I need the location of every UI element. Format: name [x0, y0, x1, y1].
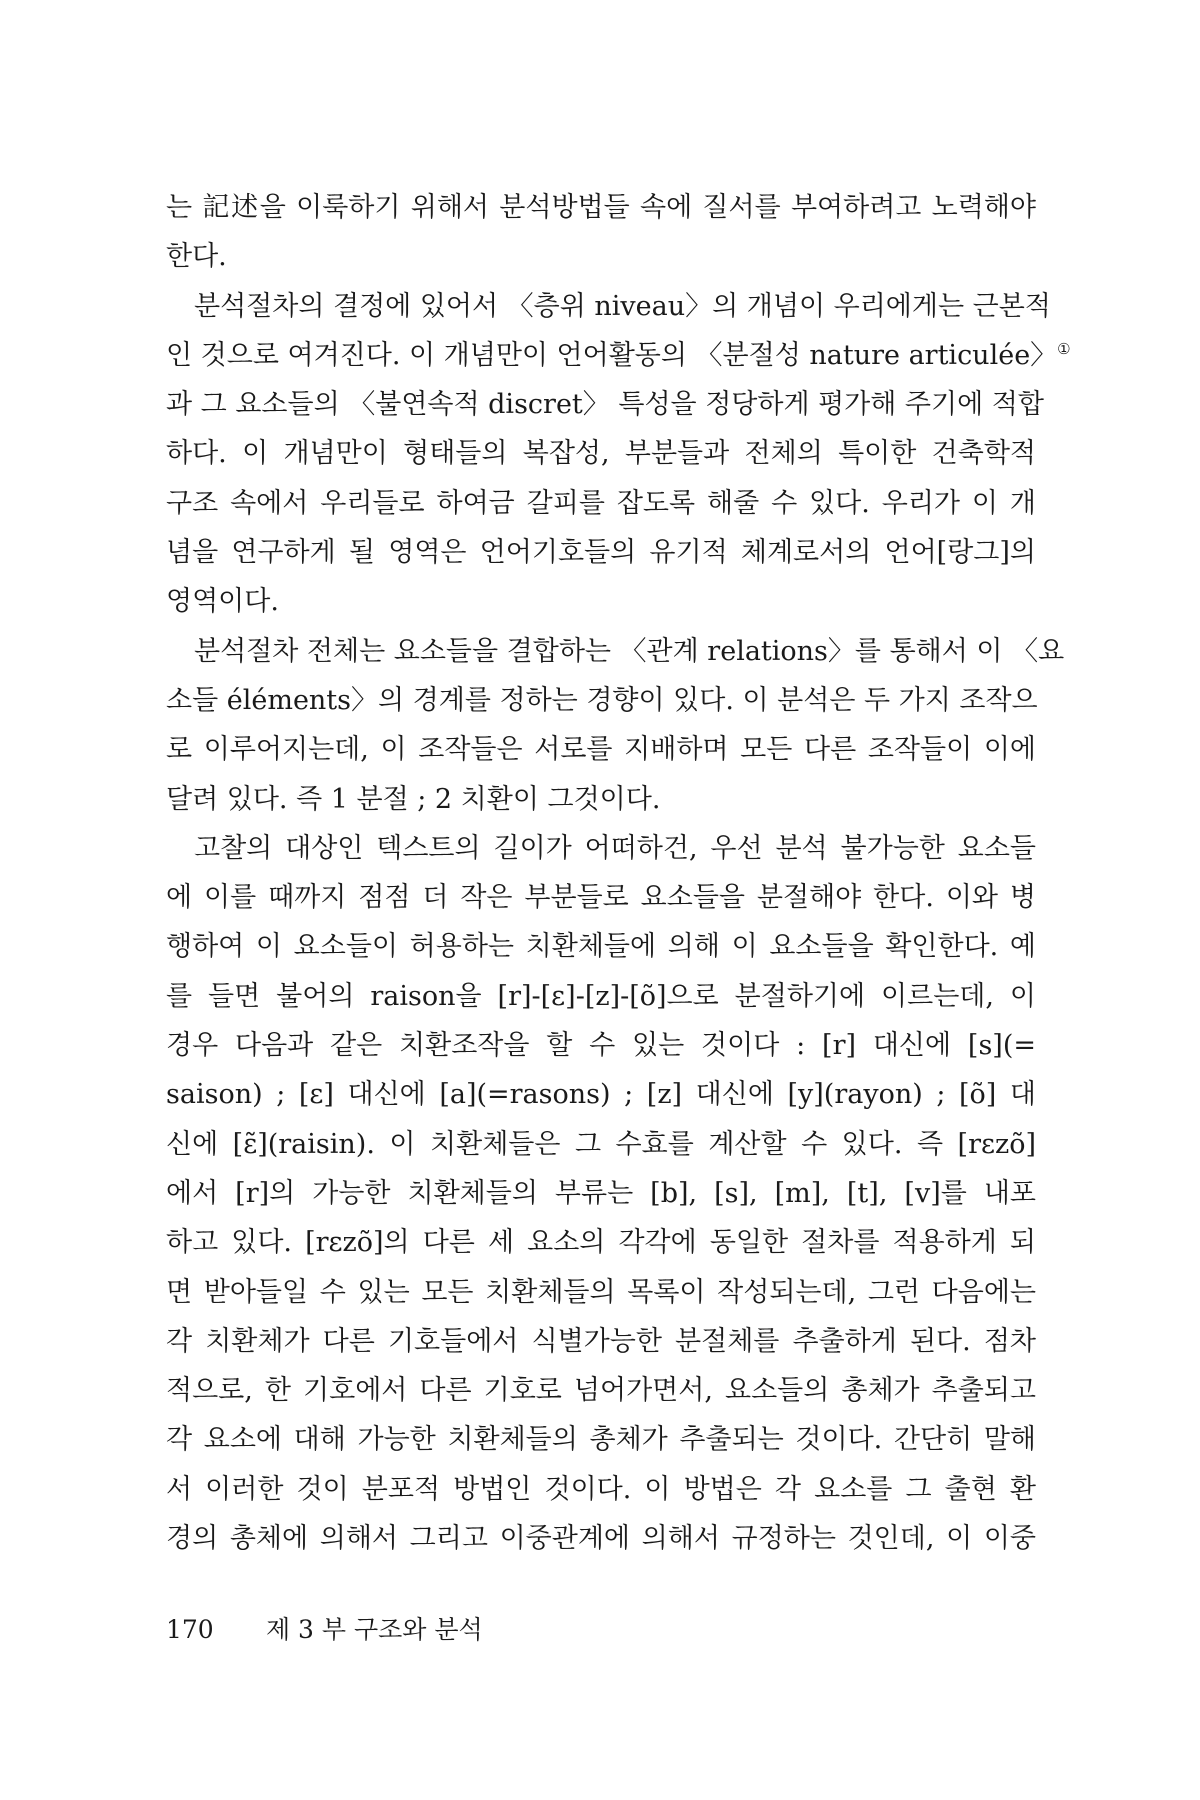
text-line: 에 이를 때까지 점점 더 작은 부분들로 요소들을 분절해야 한다. 이와 병: [166, 882, 1036, 914]
text-line: 분석절차의 결정에 있어서 〈층위 niveau〉의 개념이 우리에게는 근본적: [194, 290, 1051, 322]
text-line: 경의 총체에 의해서 그리고 이중관계에 의해서 규정하는 것인데, 이 이중: [166, 1523, 1036, 1555]
text-line: 서 이러한 것이 분포적 방법인 것이다. 이 방법은 각 요소를 그 출현 환: [166, 1473, 1036, 1505]
text-line: 를 들면 불어의 raison을 [r]-[ε]-[z]-[õ]으로 분절하기에 이르는데, 이: [166, 980, 1036, 1012]
paragraph: [166, 824, 1036, 1563]
text-line: 적으로, 한 기호에서 다른 기호로 넘어가면서, 요소들의 총체가 추출되고: [166, 1375, 1036, 1407]
text-line: 한다.: [166, 241, 227, 273]
paragraph: [166, 183, 1036, 282]
text-line: 신에 [ε̃](raisin). 이 치환체들은 그 수효를 계산할 수 있다. 즉 [rεzõ]: [166, 1128, 1036, 1160]
text-line: 고찰의 대상인 텍스트의 길이가 어떠하건, 우선 분석 불가능한 요소들: [194, 832, 1036, 864]
text-line: 는 記述을 이룩하기 위해서 분석방법들 속에 질서를 부여하려고 노력해야: [166, 192, 1036, 223]
text-line: 소들 éléments〉의 경계를 정하는 경향이 있다. 이 분석은 두 가지 조작으: [166, 684, 1038, 716]
text-line-with-footnote: [166, 331, 1071, 380]
text-line: 로 이루어지는데, 이 조작들은 서로를 지배하며 모든 다른 조작들이 이에: [166, 734, 1036, 766]
text-line: saison) ; [ε] 대신에 [a](=rasons) ; [z] 대신에 [y](rayon) ; [õ] 대: [166, 1079, 1036, 1111]
text-line: 경우 다음과 같은 치환조작을 할 수 있는 것이다 : [r] 대신에 [s](=: [166, 1030, 1036, 1062]
text-line: 과 그 요소들의 〈불연속적 discret〉 특성을 정당하게 평가해 주기에 적합: [166, 389, 1044, 421]
text-line: 각 치환체가 다른 기호들에서 식별가능한 분절체를 추출하게 된다. 점차: [166, 1325, 1036, 1357]
text-line: 면 받아들일 수 있는 모든 치환체들의 목록이 작성되는데, 그런 다음에는: [166, 1276, 1036, 1308]
page-footer: [166, 1610, 483, 1646]
text-line: 분석절차 전체는 요소들을 결합하는 〈관계 relations〉를 통해서 이 〈요: [194, 635, 1065, 667]
paragraph: [166, 627, 1065, 824]
paragraph: [166, 282, 1071, 627]
section-title: 제 3 부 구조와 분석: [265, 1615, 483, 1644]
text-line: 달려 있다. 즉 1 분절 ; 2 치환이 그것이다.: [166, 783, 661, 815]
text-line: 념을 연구하게 될 영역은 언어기호들의 유기적 체계로서의 언어[랑그]의: [166, 537, 1036, 569]
page-number: 170: [166, 1615, 214, 1644]
text-line: 영역이다.: [166, 586, 279, 618]
text-line: 행하여 이 요소들이 허용하는 치환체들에 의해 이 요소들을 확인한다. 예: [166, 931, 1036, 963]
text-line-content: 인 것으로 여겨진다. 이 개념만이 언어활동의 〈분절성 nature articulée〉: [166, 339, 1058, 371]
body-text: [166, 183, 1071, 1563]
text-line: 에서 [r]의 가능한 치환체들의 부류는 [b], [s], [m], [t], [v]를 내포: [166, 1177, 1036, 1209]
text-line: 구조 속에서 우리들로 하여금 갈피를 잡도록 해줄 수 있다. 우리가 이 개: [166, 487, 1036, 519]
text-line: 하다. 이 개념만이 형태들의 복잡성, 부분들과 전체의 특이한 건축학적: [166, 438, 1036, 470]
text-line: 각 요소에 대해 가능한 치환체들의 총체가 추출되는 것이다. 간단히 말해: [166, 1424, 1036, 1456]
text-line: 하고 있다. [rεzõ]의 다른 세 요소의 각각에 동일한 절차를 적용하게 되: [166, 1227, 1036, 1259]
footnote-marker[interactable]: ①: [1057, 339, 1071, 358]
